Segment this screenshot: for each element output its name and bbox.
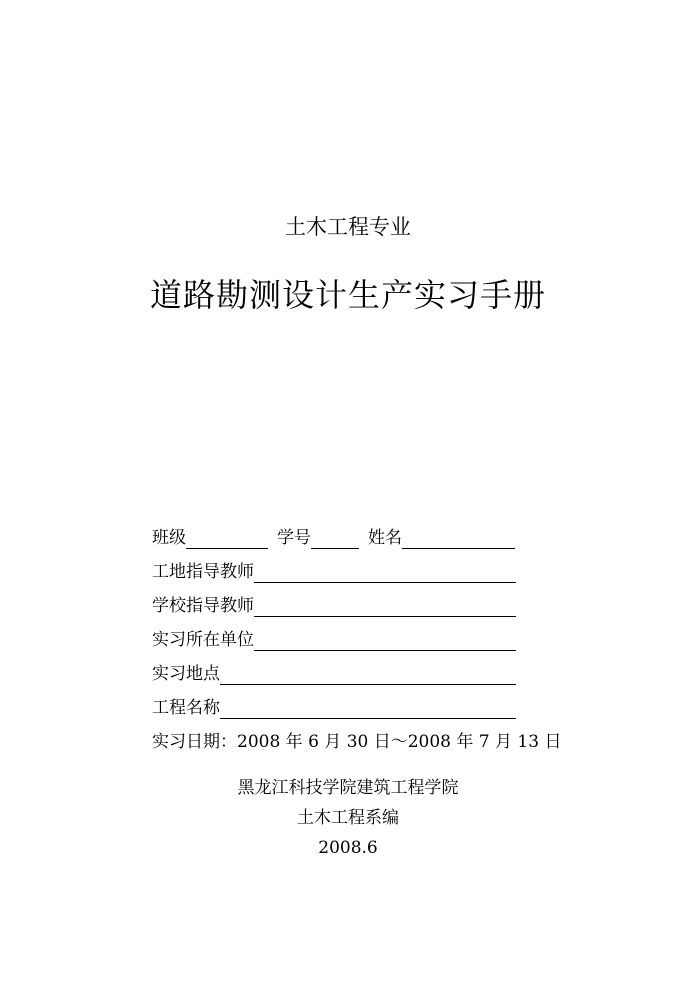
school-instructor-field[interactable] [254,594,516,617]
project-label: 工程名称 [152,698,220,718]
school-instructor-label: 学校指导教师 [152,596,254,616]
publish-date: 2008.6 [318,838,378,858]
info-form [152,518,572,756]
form-row-class-id-name [152,518,572,552]
name-label: 姓名 [368,528,402,548]
form-row-project [152,688,572,722]
internship-dates: 实习日期：2008 年 6 月 30 日～2008 年 7 月 13 日 [152,732,562,752]
unit-label: 实习所在单位 [152,630,254,650]
class-label: 班级 [152,528,186,548]
student-id-label: 学号 [277,528,311,548]
department-name: 土木工程系编 [297,808,399,828]
unit-field[interactable] [254,628,516,651]
form-row-site-instructor [152,552,572,586]
site-instructor-field[interactable] [254,560,516,583]
form-row-school-instructor [152,586,572,620]
project-field[interactable] [220,696,516,719]
student-id-field[interactable] [311,526,359,549]
class-field[interactable] [186,526,268,549]
page-title: 道路勘测设计生产实习手册 [149,276,546,314]
location-field[interactable] [220,662,516,685]
form-row-unit [152,620,572,654]
form-row-dates [152,722,572,756]
location-label: 实习地点 [152,664,220,684]
name-field[interactable] [402,526,515,549]
institution-name: 黑龙江科技学院建筑工程学院 [237,778,459,798]
site-instructor-label: 工地指导教师 [152,562,254,582]
form-row-location [152,654,572,688]
subtitle: 土木工程专业 [285,215,411,239]
